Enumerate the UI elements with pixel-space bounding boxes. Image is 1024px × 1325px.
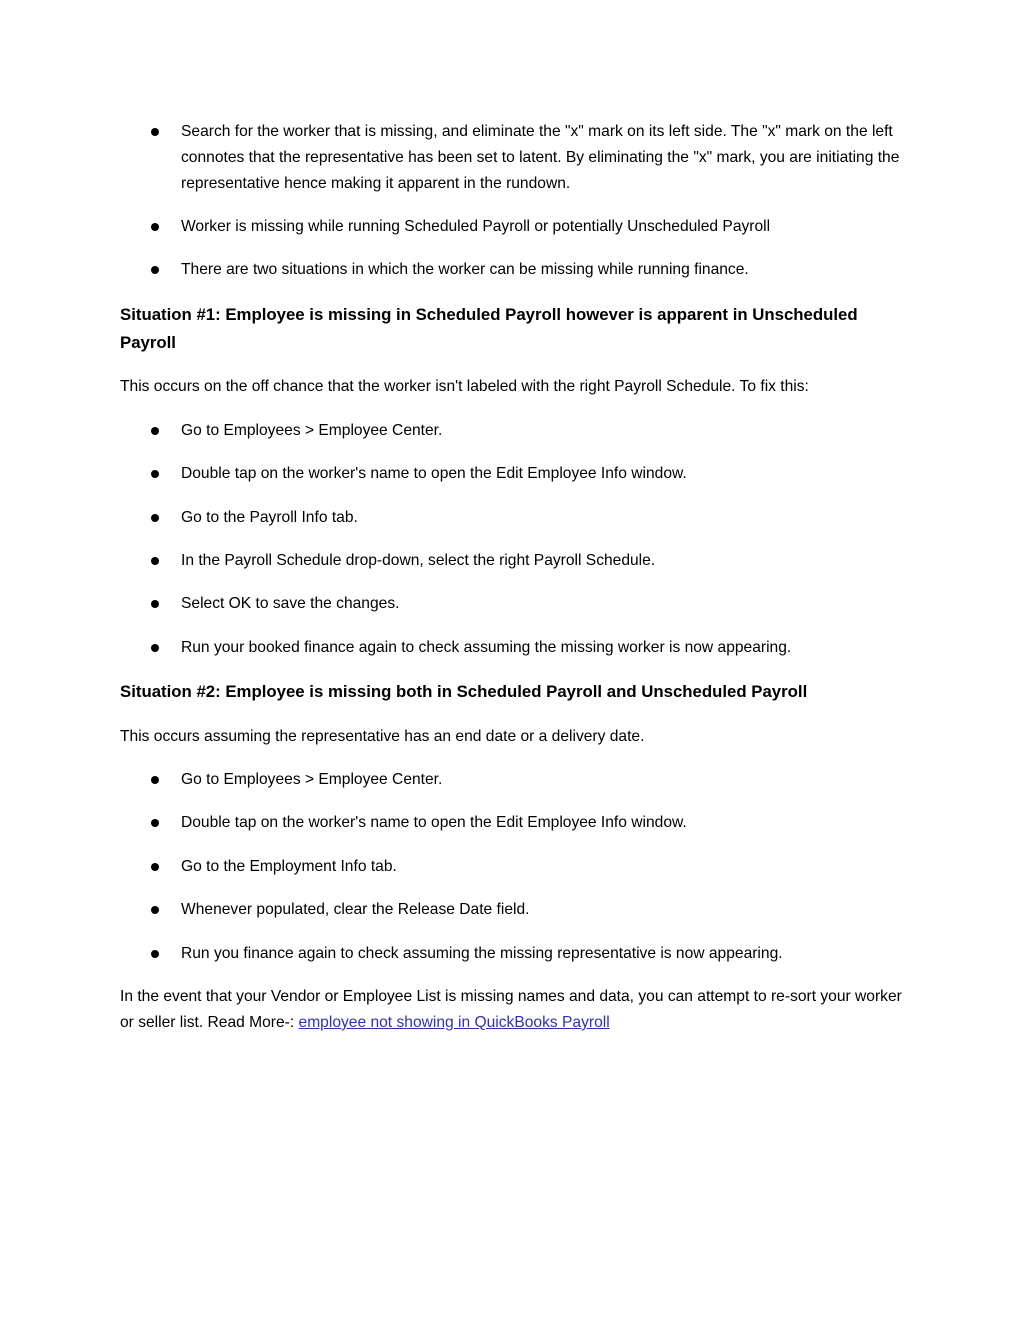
bullet-icon xyxy=(151,266,159,274)
bullet-icon xyxy=(151,223,159,231)
document-page xyxy=(120,119,910,1036)
list-item-text: Run you finance again to check assuming the missing representative is now appearing. xyxy=(181,944,783,962)
situation-1-steps xyxy=(120,418,910,661)
situation-2-heading: Situation #2: Employee is missing both in Scheduled Payroll and Unscheduled Payroll xyxy=(120,682,808,702)
list-item xyxy=(120,767,910,793)
list-item xyxy=(120,635,910,661)
list-item-text: Double tap on the worker's name to open the Edit Employee Info window. xyxy=(181,814,687,832)
list-item-text: Go to Employees > Employee Center. xyxy=(181,771,443,789)
list-item xyxy=(120,257,910,283)
situation-2-intro: This occurs assuming the representative has an end date or a delivery date. xyxy=(120,727,645,745)
list-item xyxy=(120,810,910,836)
list-item-text: Go to Employees > Employee Center. xyxy=(181,421,443,439)
bullet-icon xyxy=(151,514,159,522)
list-item-text: Whenever populated, clear the Release Date field. xyxy=(181,901,530,919)
bullet-icon xyxy=(151,644,159,652)
list-item-text: Run your booked finance again to check assuming the missing worker is now appearing. xyxy=(181,638,792,656)
bullet-icon xyxy=(151,776,159,784)
bullet-icon xyxy=(151,863,159,871)
situation-2-steps xyxy=(120,767,910,966)
bullet-icon xyxy=(151,600,159,608)
closing-text: In the event that your Vendor or Employee List is missing names and data, you can attempt to re-sort your worker or seller list. Read More-: xyxy=(120,988,902,1031)
list-item xyxy=(120,854,910,880)
list-item xyxy=(120,548,910,574)
situation-1-heading: Situation #1: Employee is missing in Scheduled Payroll however is apparent in Unscheduled Payroll xyxy=(120,304,858,352)
list-item xyxy=(120,418,910,444)
read-more-link[interactable]: employee not showing in QuickBooks Payroll xyxy=(298,1013,610,1031)
list-item xyxy=(120,897,910,923)
bullet-icon xyxy=(151,557,159,565)
list-item xyxy=(120,505,910,531)
list-item-text: Worker is missing while running Scheduled Payroll or potentially Unscheduled Payroll xyxy=(181,217,771,235)
intro-bullet-list xyxy=(120,119,910,283)
list-item-text: There are two situations in which the worker can be missing while running finance. xyxy=(181,261,749,279)
list-item-text: Double tap on the worker's name to open the Edit Employee Info window. xyxy=(181,465,687,483)
list-item xyxy=(120,941,910,967)
bullet-icon xyxy=(151,470,159,478)
list-item-text: Go to the Payroll Info tab. xyxy=(181,508,358,526)
list-item xyxy=(120,214,910,240)
bullet-icon xyxy=(151,427,159,435)
list-item-text: Go to the Employment Info tab. xyxy=(181,857,397,875)
bullet-icon xyxy=(151,950,159,958)
list-item xyxy=(120,119,910,196)
bullet-icon xyxy=(151,819,159,827)
list-item xyxy=(120,461,910,487)
bullet-icon xyxy=(151,906,159,914)
closing-paragraph xyxy=(120,984,910,1036)
list-item-text: In the Payroll Schedule drop-down, select the right Payroll Schedule. xyxy=(181,551,656,569)
list-item-text: Search for the worker that is missing, and eliminate the "x" mark on its left side. The "x" mark on the left connotes that the representative has been set to latent. By eliminating the "x" mark, you are initiating the representative hence making it apparent in the rundown. xyxy=(181,123,900,192)
list-item xyxy=(120,591,910,617)
situation-1-intro: This occurs on the off chance that the worker isn't labeled with the right Payroll Schedule. To fix this: xyxy=(120,378,809,396)
bullet-icon xyxy=(151,128,159,136)
list-item-text: Select OK to save the changes. xyxy=(181,595,400,613)
